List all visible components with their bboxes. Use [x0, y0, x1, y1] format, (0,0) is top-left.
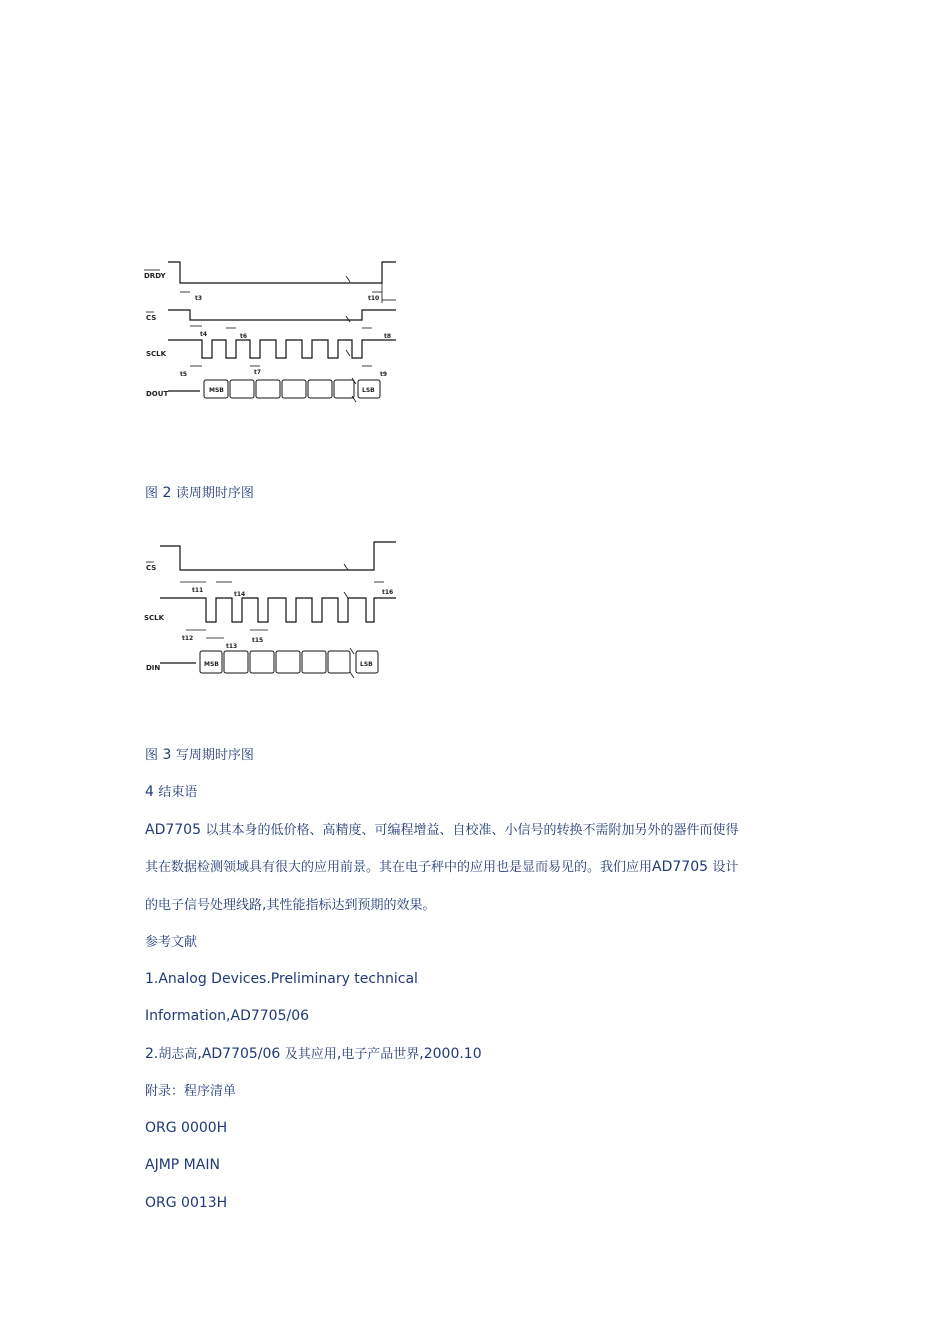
reference-1-line-1: 1.Analog Devices.Preliminary technical: [145, 971, 418, 987]
din-msb-label: MSB: [204, 661, 219, 668]
figure2-caption: [145, 483, 254, 504]
code-line: AJMP MAIN: [145, 1157, 220, 1173]
caption-prefix: 图: [145, 486, 159, 501]
reference-text: ,2000.10: [419, 1046, 482, 1062]
timing-t6: t6: [240, 333, 248, 340]
paragraph-text: 的电子信号处理线路: [145, 898, 263, 913]
appendix-heading: [145, 1081, 236, 1102]
timing-t7: t7: [254, 369, 262, 376]
write-cycle-timing-diagram: [140, 538, 410, 683]
timing-t4: t4: [200, 331, 208, 338]
paragraph-text: 设计: [712, 860, 739, 875]
dout-msb-label: MSB: [209, 387, 224, 394]
timing-t16: t16: [382, 589, 394, 596]
signal-label-cs: CS: [146, 564, 157, 572]
paragraph-line-1: [145, 820, 738, 841]
reference-text: 2.: [145, 1046, 159, 1062]
caption-text: 读周期时序图: [175, 486, 254, 501]
signal-label-sclk: SCLK: [146, 350, 167, 358]
references-heading: [145, 932, 197, 953]
paragraph-text: 其在数据检测领域具有很大的应用前景。其在电子秤中的应用也是显而易见的。我们应用: [145, 860, 653, 875]
code-line: ORG 0000H: [145, 1120, 228, 1136]
dout-lsb-label: LSB: [362, 387, 375, 394]
signal-label-sclk: SCLK: [144, 614, 165, 622]
timing-t5: t5: [180, 371, 188, 378]
code-line: ORG 0013H: [145, 1195, 228, 1211]
timing-t11: t11: [192, 587, 204, 594]
paragraph-line-3: [145, 895, 435, 916]
timing-t14: t14: [234, 591, 246, 598]
paragraph-text: 以其本身的低价格、高精度、可编程增益、自校准、小信号的转换不需附加另外的器件而使得: [205, 823, 739, 838]
references-heading-text: 参考文献: [145, 935, 198, 950]
reference-text: ,: [336, 1046, 342, 1062]
signal-label-din: DIN: [146, 664, 161, 672]
paragraph-text: ,: [262, 897, 267, 913]
appendix-heading-text: 附录：程序清单: [145, 1084, 237, 1099]
reference-2: [145, 1044, 482, 1065]
reference-text: 电子产品世界: [341, 1047, 420, 1062]
figure3-caption: [145, 745, 254, 766]
section-title: 结束语: [158, 785, 198, 800]
paragraph-line-2: [145, 857, 738, 878]
timing-t15: t15: [252, 637, 264, 644]
reference-text: 及其应用: [284, 1047, 337, 1062]
din-lsb-label: LSB: [360, 661, 373, 668]
caption-text: 写周期时序图: [175, 748, 254, 763]
paragraph-text: AD7705: [145, 822, 201, 838]
signal-label-dout: DOUT: [146, 390, 169, 398]
section-number: 4: [145, 784, 154, 800]
caption-prefix: 图: [145, 748, 159, 763]
read-cycle-timing-diagram: [140, 258, 410, 408]
timing-t10: t10: [368, 295, 380, 302]
signal-label-cs: CS: [146, 314, 157, 322]
timing-t13: t13: [226, 643, 238, 650]
caption-number: 3: [162, 747, 172, 763]
reference-text: ,AD7705/06: [197, 1046, 281, 1062]
caption-number: 2: [162, 485, 172, 501]
section-heading: [145, 782, 197, 803]
timing-t12: t12: [182, 635, 194, 642]
paragraph-text: 其性能指标达到预期的效果。: [266, 898, 436, 913]
reference-1-line-2: Information,AD7705/06: [145, 1008, 310, 1024]
timing-t3: t3: [195, 295, 203, 302]
timing-t9: t9: [380, 371, 388, 378]
timing-t8: t8: [384, 333, 392, 340]
reference-text: 胡志高: [158, 1047, 198, 1062]
paragraph-text: AD7705: [652, 859, 709, 875]
signal-label-drdy: DRDY: [144, 272, 166, 280]
